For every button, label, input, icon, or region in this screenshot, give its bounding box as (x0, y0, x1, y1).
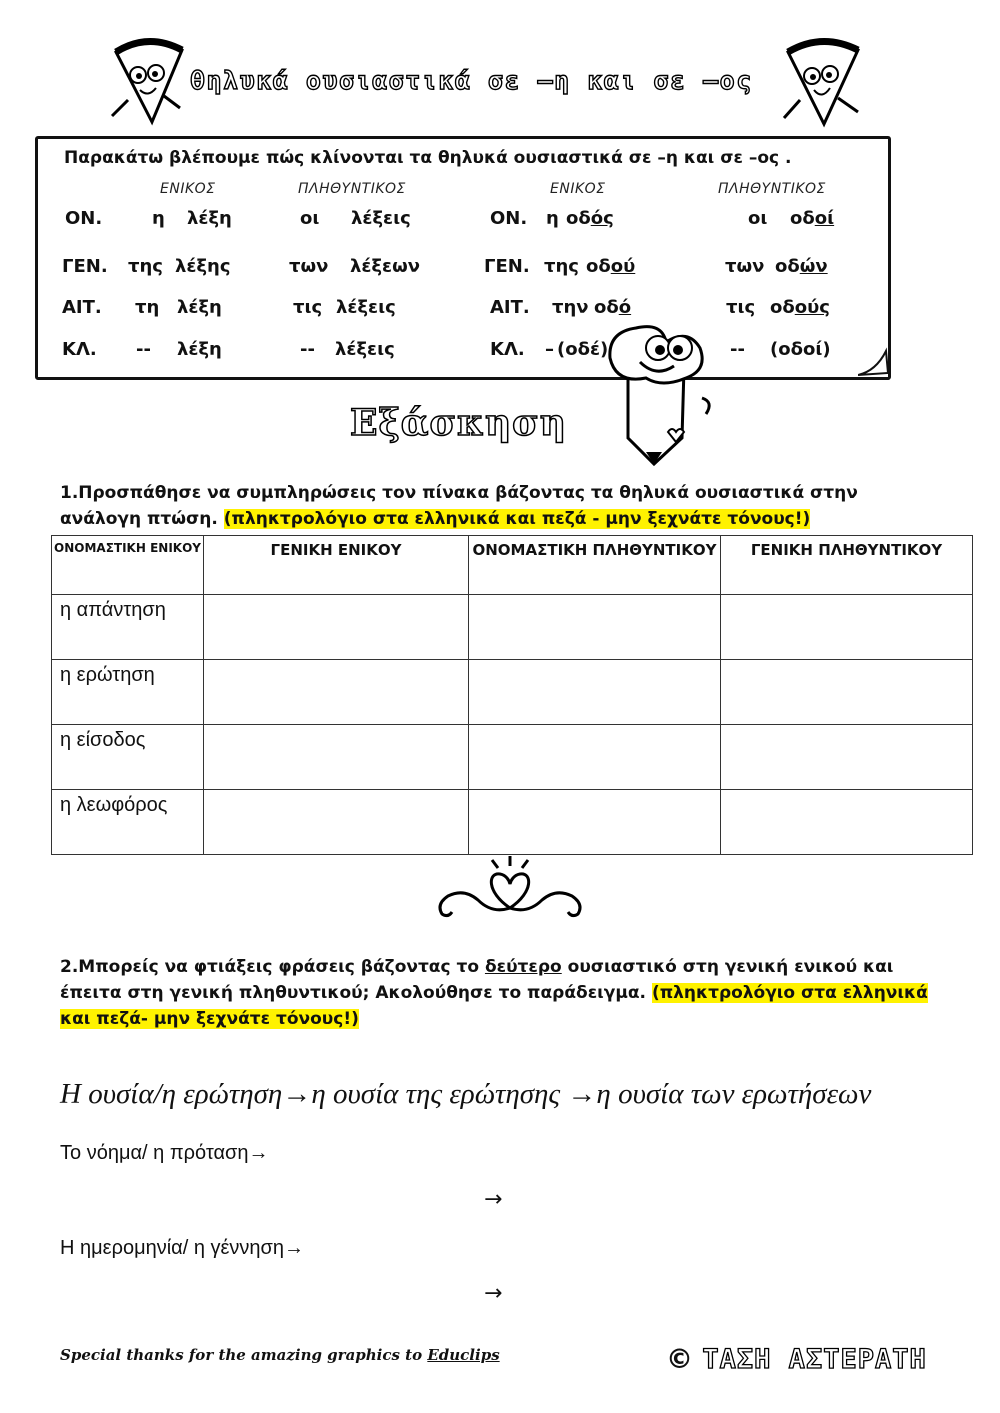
ending: ό (618, 297, 632, 318)
question-1-note: (πληκτρολόγιο στα ελληνικά και πεζά - μην ξεχνάτε τόνους!) (223, 509, 811, 529)
ending: ού (610, 256, 636, 277)
article: την (552, 297, 589, 318)
case-label: ΚΛ. (490, 339, 525, 360)
header-singular-lexi: ΕΝΙΚΟΣ (160, 181, 216, 197)
table-row (52, 595, 973, 660)
noun-form: οδών (775, 256, 828, 277)
column-header: ΓΕΝΙΚΗ ΠΛΗΘΥΝΤΙΚΟΥ (721, 536, 973, 595)
credits: Special thanks for the amazing graphics to Educlips (60, 1346, 500, 1364)
ending: ός (590, 208, 614, 229)
article: οι (748, 208, 768, 229)
pencil-mascot-icon (606, 318, 714, 468)
article: -- (730, 339, 745, 360)
noun-form: (οδέ) (557, 339, 609, 360)
header-singular-odos: ΕΝΙΚΟΣ (550, 181, 606, 197)
row-noun: η είσοδος (52, 725, 204, 790)
copyright (666, 1344, 927, 1375)
exercise-table (51, 535, 973, 855)
answer-cell[interactable] (204, 790, 469, 855)
case-label: ΑΙΤ. (62, 297, 102, 318)
noun-form: (οδοί) (770, 339, 831, 360)
page-title: θηλυκά ουσιαστικά σε –η και σε –ος (190, 66, 753, 95)
noun-form: λέξεις (336, 297, 396, 318)
noun-form: οδός (566, 208, 614, 229)
column-header: ΟΝΟΜΑΣΤΙΚΗ ΕΝΙΚΟΥ (52, 536, 204, 595)
pizza-mascot-left-icon (108, 30, 188, 130)
table-row (52, 725, 973, 790)
answer-cell[interactable] (721, 595, 973, 660)
underlined-word: δεύτερο (484, 957, 562, 977)
article: της (128, 256, 163, 277)
arrow-icon: → (484, 1187, 503, 1212)
case-label: ΑΙΤ. (490, 297, 530, 318)
exercise-item: Η ημερομηνία/ η γέννηση→ (60, 1237, 305, 1259)
ending: ών (799, 256, 828, 277)
case-label: ΟΝ. (490, 208, 528, 229)
answer-cell[interactable] (469, 725, 721, 790)
author-name: ΤΑΣΗ ΑΣΤΕΡΑΤΗ (702, 1344, 927, 1375)
article: τη (135, 297, 160, 318)
ending: οί (814, 208, 835, 229)
answer-cell[interactable] (469, 790, 721, 855)
case-label: ΓΕΝ. (62, 256, 108, 277)
noun-form: λέξεις (351, 208, 411, 229)
answer-cell[interactable] (469, 595, 721, 660)
answer-cell[interactable] (721, 725, 973, 790)
arrow-icon: → (484, 1281, 503, 1306)
article: η (152, 208, 165, 229)
example-line: Η ουσία/η ερώτηση→η ουσία της ερώτησης →η ουσία των ερωτήσεων (60, 1078, 872, 1110)
article: της (544, 256, 579, 277)
question-2-note: (πληκτρολόγιο στα ελληνικά και πεζά- μην ξεχνάτε τόνους!) (60, 983, 928, 1029)
pizza-mascot-right-icon (778, 28, 868, 132)
noun-form: λέξη (177, 339, 222, 360)
noun-form: οδούς (770, 297, 830, 318)
article: τις (293, 297, 323, 318)
answer-cell[interactable] (204, 725, 469, 790)
question-1: 1.Προσπάθησε να συμπληρώσεις τον πίνακα βάζοντας τα θηλυκά ουσιαστικά στην ανάλογη πτώση. (πληκτρολόγιο στα ελληνικά και πεζά - μην ξεχνάτε τόνους!) (60, 483, 858, 529)
educlips-link[interactable]: Educlips (427, 1346, 500, 1364)
case-label: ΟΝ. (65, 208, 103, 229)
noun-form: οδό (594, 297, 632, 318)
answer-cell[interactable] (204, 660, 469, 725)
ending: ούς (794, 297, 830, 318)
row-noun: η λεωφόρος (52, 790, 204, 855)
intro-text: Παρακάτω βλέπουμε πώς κλίνονται τα θηλυκά ουσιαστικά σε –η και σε –ος . (64, 148, 792, 168)
noun-form: λέξη (177, 297, 222, 318)
heart-divider-icon (428, 852, 592, 922)
case-label: ΚΛ. (62, 339, 97, 360)
column-header: ΟΝΟΜΑΣΤΙΚΗ ΠΛΗΘΥΝΤΙΚΟΥ (469, 536, 721, 595)
table-row (52, 790, 973, 855)
answer-cell[interactable] (469, 660, 721, 725)
copyright-icon: © (666, 1344, 693, 1375)
article: των (289, 256, 329, 277)
answer-cell[interactable] (721, 660, 973, 725)
exercise-heading: Εξάσκηση (350, 402, 567, 444)
article: των (725, 256, 765, 277)
noun-form: λέξη (187, 208, 232, 229)
case-label: ΓΕΝ. (484, 256, 530, 277)
page-curl-icon (858, 345, 890, 377)
noun-form: οδοί (790, 208, 835, 229)
noun-form: οδού (586, 256, 636, 277)
noun-form: λέξης (175, 256, 231, 277)
article: -- (136, 339, 151, 360)
row-noun: η απάντηση (52, 595, 204, 660)
article: η (546, 208, 559, 229)
article: οι (300, 208, 320, 229)
table-row (52, 660, 973, 725)
exercise-item: Το νόημα/ η πρόταση→ (60, 1142, 269, 1164)
header-plural-odos: ΠΛΗΘΥΝΤΙΚΟΣ (718, 181, 826, 197)
article: τις (726, 297, 756, 318)
article: – (545, 339, 554, 360)
article: -- (300, 339, 315, 360)
column-header: ΓΕΝΙΚΗ ΕΝΙΚΟΥ (204, 536, 469, 595)
question-2: 2.Μπορείς να φτιάξεις φράσεις βάζοντας το δεύτερο ουσιαστικό στη γενική ενικού και έπειτα στη γενική πληθυντικού; Ακολούθησε το παράδειγμα. (πληκτρολόγιο στα ελληνικά και πεζά- μην ξεχνάτε τόνους!) (60, 957, 928, 1029)
answer-cell[interactable] (204, 595, 469, 660)
header-plural-lexi: ΠΛΗΘΥΝΤΙΚΟΣ (298, 181, 406, 197)
answer-cell[interactable] (721, 790, 973, 855)
noun-form: λέξεις (335, 339, 395, 360)
row-noun: η ερώτηση (52, 660, 204, 725)
noun-form: λέξεων (350, 256, 420, 277)
